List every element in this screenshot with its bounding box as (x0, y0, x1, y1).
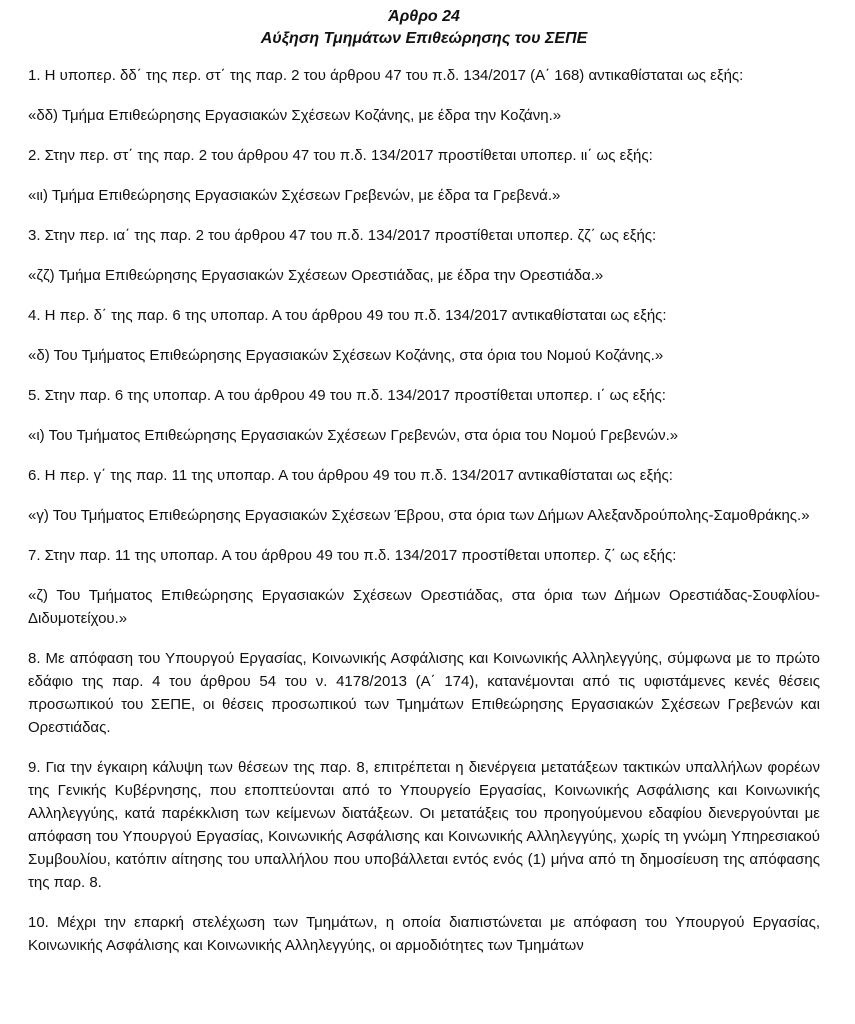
article-subtitle: Αύξηση Τμημάτων Επιθεώρησης του ΣΕΠΕ (260, 30, 588, 47)
paragraph-6: 6. Η περ. γ΄ της παρ. 11 της υποπαρ. Α του άρθρου 49 του π.δ. 134/2017 αντικαθίσταται ως εξής: (28, 467, 673, 484)
quote-paragraph-1: «δδ) Τμήμα Επιθεώρησης Εργασιακών Σχέσεων Κοζάνης, με έδρα την Κοζάνη.» (28, 107, 562, 124)
paragraph-1: 1. Η υποπερ. δδ΄ της περ. στ΄ της παρ. 2 του άρθρου 47 του π.δ. 134/2017 (Α΄ 168) αντικαθίσταται ως εξής: (28, 67, 744, 84)
quote-paragraph-4: «δ) Του Τμήματος Επιθεώρησης Εργασιακών Σχέσεων Κοζάνης, στα όρια του Νομού Κοζάνης.» (28, 347, 664, 364)
quote-paragraph-6: «γ) Του Τμήματος Επιθεώρησης Εργασιακών Σχέσεων Έβρου, στα όρια των Δήμων Αλεξανδρούπολης-Σαμοθράκης.» (28, 507, 810, 524)
quote-paragraph-2: «ιι) Τμήμα Επιθεώρησης Εργασιακών Σχέσεων Γρεβενών, με έδρα τα Γρεβενά.» (28, 187, 561, 204)
paragraph-7: 7. Στην παρ. 11 της υποπαρ. Α του άρθρου 49 του π.δ. 134/2017 προστίθεται υποπερ. ζ΄ ως εξής: (28, 547, 677, 564)
paragraph-3: 3. Στην περ. ια΄ της παρ. 2 του άρθρου 47 του π.δ. 134/2017 προστίθεται υποπερ. ζζ΄ ως εξής: (28, 227, 657, 244)
quote-paragraph-3: «ζζ) Τμήμα Επιθεώρησης Εργασιακών Σχέσεων Ορεστιάδας, με έδρα την Ορεστιάδα.» (28, 267, 604, 284)
paragraph-10: 10. Μέχρι την επαρκή στελέχωση των Τμημάτων, η οποία διαπιστώνεται με απόφαση του Υπουργού Εργασίας, Κοινωνικής Ασφάλισης και Κοινωνικής Αλληλεγγύης, οι αρμοδιότητες των Τμημάτων (28, 914, 820, 954)
article-title: Άρθρο 24 (388, 8, 460, 25)
paragraph-8: 8. Με απόφαση του Υπουργού Εργασίας, Κοινωνικής Ασφάλισης και Κοινωνικής Αλληλεγγύης, σύμφωνα με το πρώτο εδάφιο της παρ. 4 του άρθρου 54 του ν. 4178/2013 (Α΄ 174), κατανέμονται από τις υφιστάμενες κενές θέσεις προσωπικού του ΣΕΠΕ, οι θέσεις προσωπικού των Τμημάτων Επιθεώρησης Εργασιακών Σχέσεων Γρεβενών και Ορεστιάδας. (28, 650, 820, 736)
paragraph-4: 4. Η περ. δ΄ της παρ. 6 της υποπαρ. Α του άρθρου 49 του π.δ. 134/2017 αντικαθίσταται ως εξής: (28, 307, 667, 324)
paragraph-5: 5. Στην παρ. 6 της υποπαρ. Α του άρθρου 49 του π.δ. 134/2017 προστίθεται υποπερ. ι΄ ως εξής: (28, 387, 666, 404)
quote-paragraph-5: «ι) Του Τμήματος Επιθεώρησης Εργασιακών Σχέσεων Γρεβενών, στα όρια του Νομού Γρεβενών.» (28, 427, 679, 444)
paragraph-2: 2. Στην περ. στ΄ της παρ. 2 του άρθρου 47 του π.δ. 134/2017 προστίθεται υποπερ. ιι΄ ως εξής: (28, 147, 653, 164)
quote-paragraph-7: «ζ) Του Τμήματος Επιθεώρησης Εργασιακών Σχέσεων Ορεστιάδας, στα όρια των Δήμων Ορεστιάδας-Σουφλίου- Διδυμοτείχου.» (28, 587, 820, 627)
document-page (28, 4, 820, 974)
paragraph-9: 9. Για την έγκαιρη κάλυψη των θέσεων της παρ. 8, επιτρέπεται η διενέργεια μετατάξεων τακτικών υπαλλήλων φορέων της Γενικής Κυβέρνησης, που εποπτεύονται από το Υπουργείο Εργασίας, Κοινωνικής Ασφάλισης και Κοινωνικής Αλληλεγγύης, κατά παρέκκλιση των κείμενων διατάξεων. Οι μετατάξεις του προηγούμενου εδαφίου διενεργούνται με απόφαση του Υπουργού Εργασίας, Κοινωνικής Ασφάλισης και Κοινωνικής Αλληλεγγύης, χωρίς τη γνώμη Υπηρεσιακού Συμβουλίου, κατόπιν αίτησης του υπαλλήλου που υποβάλλεται εντός ενός (1) μήνα από τη δημοσίευση της απόφασης της παρ. 8. (28, 759, 820, 891)
